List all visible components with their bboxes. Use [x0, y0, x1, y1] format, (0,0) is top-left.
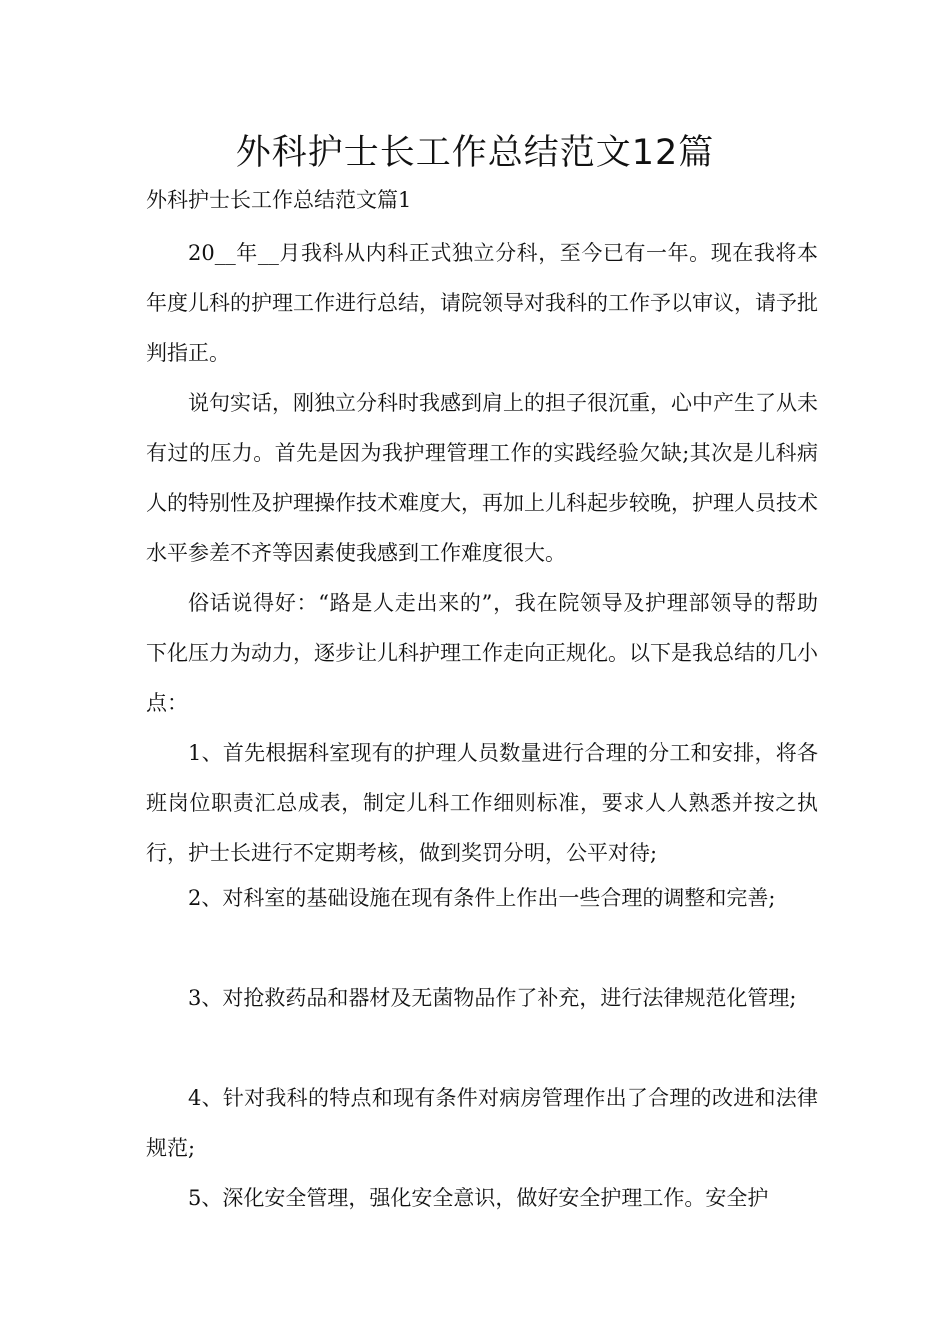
- list-item-4: 4、针对我科的特点和现有条件对病房管理作出了合理的改进和法律规范;: [146, 1086, 818, 1160]
- document-title: 外科护士长工作总结范文12篇: [235, 133, 715, 173]
- list-item-1: 1、首先根据科室现有的护理人员数量进行合理的分工和安排，将各班岗位职责汇总成表，制定儿科工作细则标准，要求人人熟悉并按之执行，护士长进行不定期考核，做到奖罚分明，公平对待;: [146, 741, 818, 865]
- list-item-3: 3、对抢救药品和器材及无菌物品作了补充，进行法律规范化管理;: [188, 986, 797, 1010]
- list-item-2: 2、对科室的基础设施在现有条件上作出一些合理的调整和完善;: [188, 886, 776, 910]
- paragraph-intro: 20__年__月我科从内科正式独立分科，至今已有一年。现在我将本年度儿科的护理工作进行总结，请院领导对我科的工作予以审议，请予批判指正。: [146, 241, 818, 365]
- paragraph-proverb: 俗话说得好：“路是人走出来的”，我在院领导及护理部领导的帮助下化压力为动力，逐步让儿科护理工作走向正规化。以下是我总结的几小点：: [146, 591, 818, 715]
- section-heading: 外科护士长工作总结范文篇1: [146, 188, 412, 212]
- paragraph-pressure: 说句实话，刚独立分科时我感到肩上的担子很沉重，心中产生了从未有过的压力。首先是因为我护理管理工作的实践经验欠缺;其次是儿科病人的特别性及护理操作技术难度大，再加上儿科起步较晚，护理人员技术水平参差不齐等因素使我感到工作难度很大。: [146, 391, 818, 565]
- list-item-5: 5、深化安全管理，强化安全意识，做好安全护理工作。安全护: [188, 1186, 769, 1210]
